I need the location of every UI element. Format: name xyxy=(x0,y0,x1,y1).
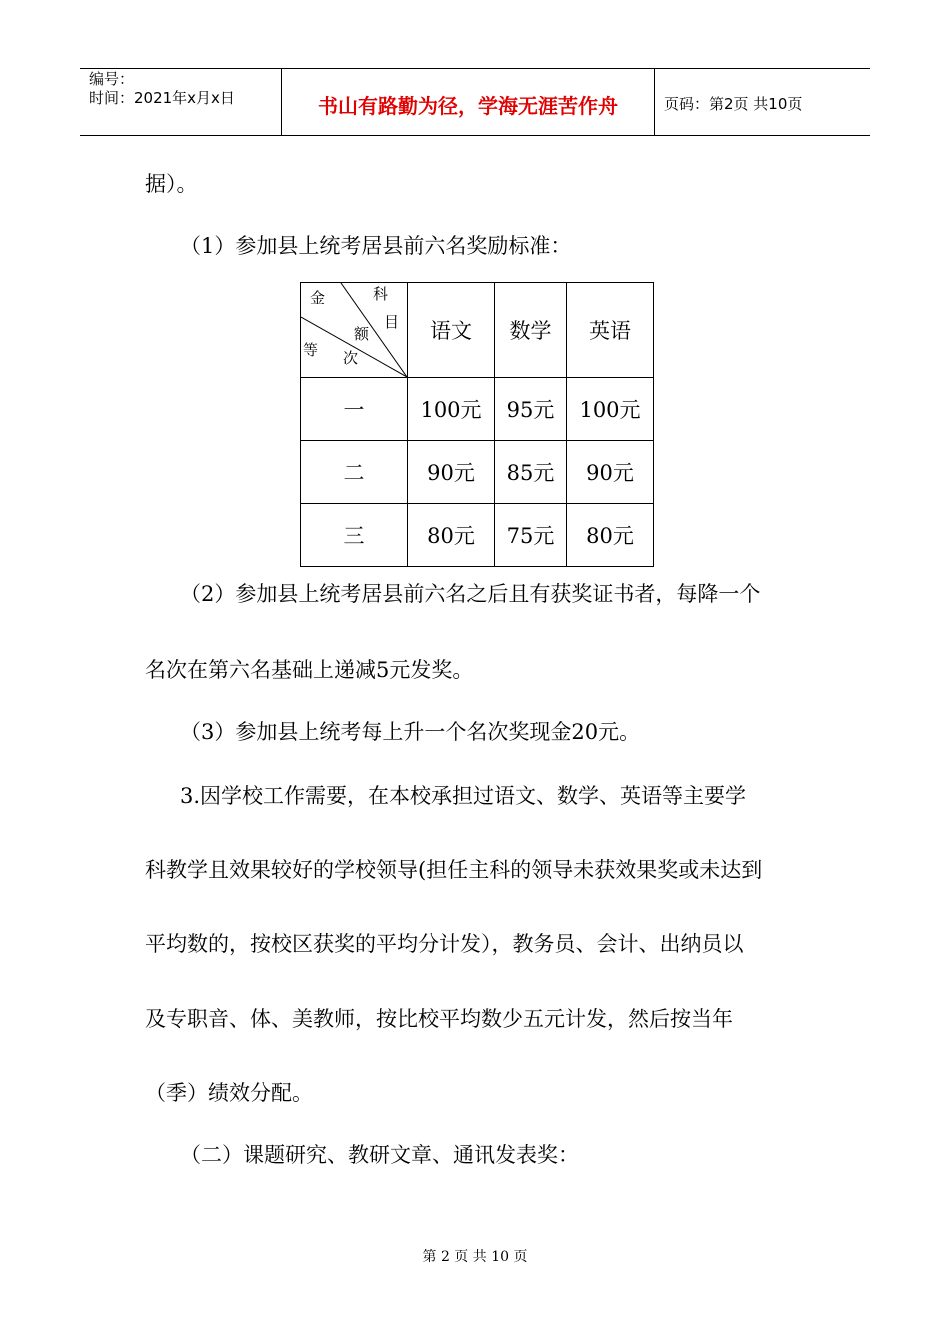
corner-label-deng: 等 xyxy=(303,341,319,359)
header-number-label: 编号： xyxy=(89,70,135,88)
rank-cell: 一 xyxy=(301,378,408,441)
corner-label-mu: 目 xyxy=(384,313,400,331)
table-row xyxy=(301,504,654,567)
paragraph-5: （3）参加县上统考每上升一个名次奖现金20元。 xyxy=(180,720,641,744)
award-table xyxy=(300,282,654,567)
paragraph-11: （二）课题研究、教研文章、通讯发表奖： xyxy=(180,1143,579,1167)
value-cell: 75元 xyxy=(495,504,567,567)
column-header-shuxue: 数学 xyxy=(495,283,567,378)
paragraph-9: 及专职音、体、美教师，按比校平均数少五元计发，然后按当年 xyxy=(145,1007,733,1031)
page-footer: 第 2 页 共 10 页 xyxy=(422,1249,528,1265)
paragraph-1: 据）。 xyxy=(145,172,198,196)
table-corner-cell xyxy=(301,283,408,378)
value-cell: 95元 xyxy=(495,378,567,441)
header-bottom-rule xyxy=(80,135,870,136)
paragraph-7: 科教学且效果较好的学校领导(担任主科的领导未获效果奖或未达到 xyxy=(145,858,763,882)
column-header-yingyu: 英语 xyxy=(567,283,654,378)
header-motto: 书山有路勤为径，学海无涯苦作舟 xyxy=(318,94,618,118)
header-top-rule xyxy=(80,68,870,69)
value-cell: 80元 xyxy=(567,504,654,567)
header-divider-right xyxy=(654,68,655,136)
header-time-label: 时间：2021年x月x日 xyxy=(89,89,235,107)
paragraph-2: （1）参加县上统考居县前六名奖励标准： xyxy=(180,234,572,258)
value-cell: 90元 xyxy=(408,441,495,504)
rank-cell: 二 xyxy=(301,441,408,504)
paragraph-3: （2）参加县上统考居县前六名之后且有获奖证书者，每降一个 xyxy=(180,582,761,606)
paragraph-8: 平均数的，按校区获奖的平均分计发），教务员、会计、出纳员以 xyxy=(145,932,744,956)
corner-label-e: 额 xyxy=(354,325,370,343)
value-cell: 100元 xyxy=(408,378,495,441)
header-meta xyxy=(89,70,235,108)
value-cell: 100元 xyxy=(567,378,654,441)
value-cell: 90元 xyxy=(567,441,654,504)
header-page-info: 页码：第2页 共10页 xyxy=(664,95,803,113)
paragraph-10: （季）绩效分配。 xyxy=(145,1081,313,1105)
column-header-yuwen: 语文 xyxy=(408,283,495,378)
table-header-row xyxy=(301,283,654,378)
corner-label-jin: 金 xyxy=(310,289,326,307)
corner-label-ci: 次 xyxy=(343,349,359,367)
value-cell: 85元 xyxy=(495,441,567,504)
value-cell: 80元 xyxy=(408,504,495,567)
corner-label-ke: 科 xyxy=(373,285,389,303)
rank-cell: 三 xyxy=(301,504,408,567)
paragraph-4: 名次在第六名基础上递减5元发奖。 xyxy=(145,658,474,682)
table-row xyxy=(301,441,654,504)
table-row xyxy=(301,378,654,441)
paragraph-6: 3.因学校工作需要，在本校承担过语文、数学、英语等主要学 xyxy=(180,784,747,808)
